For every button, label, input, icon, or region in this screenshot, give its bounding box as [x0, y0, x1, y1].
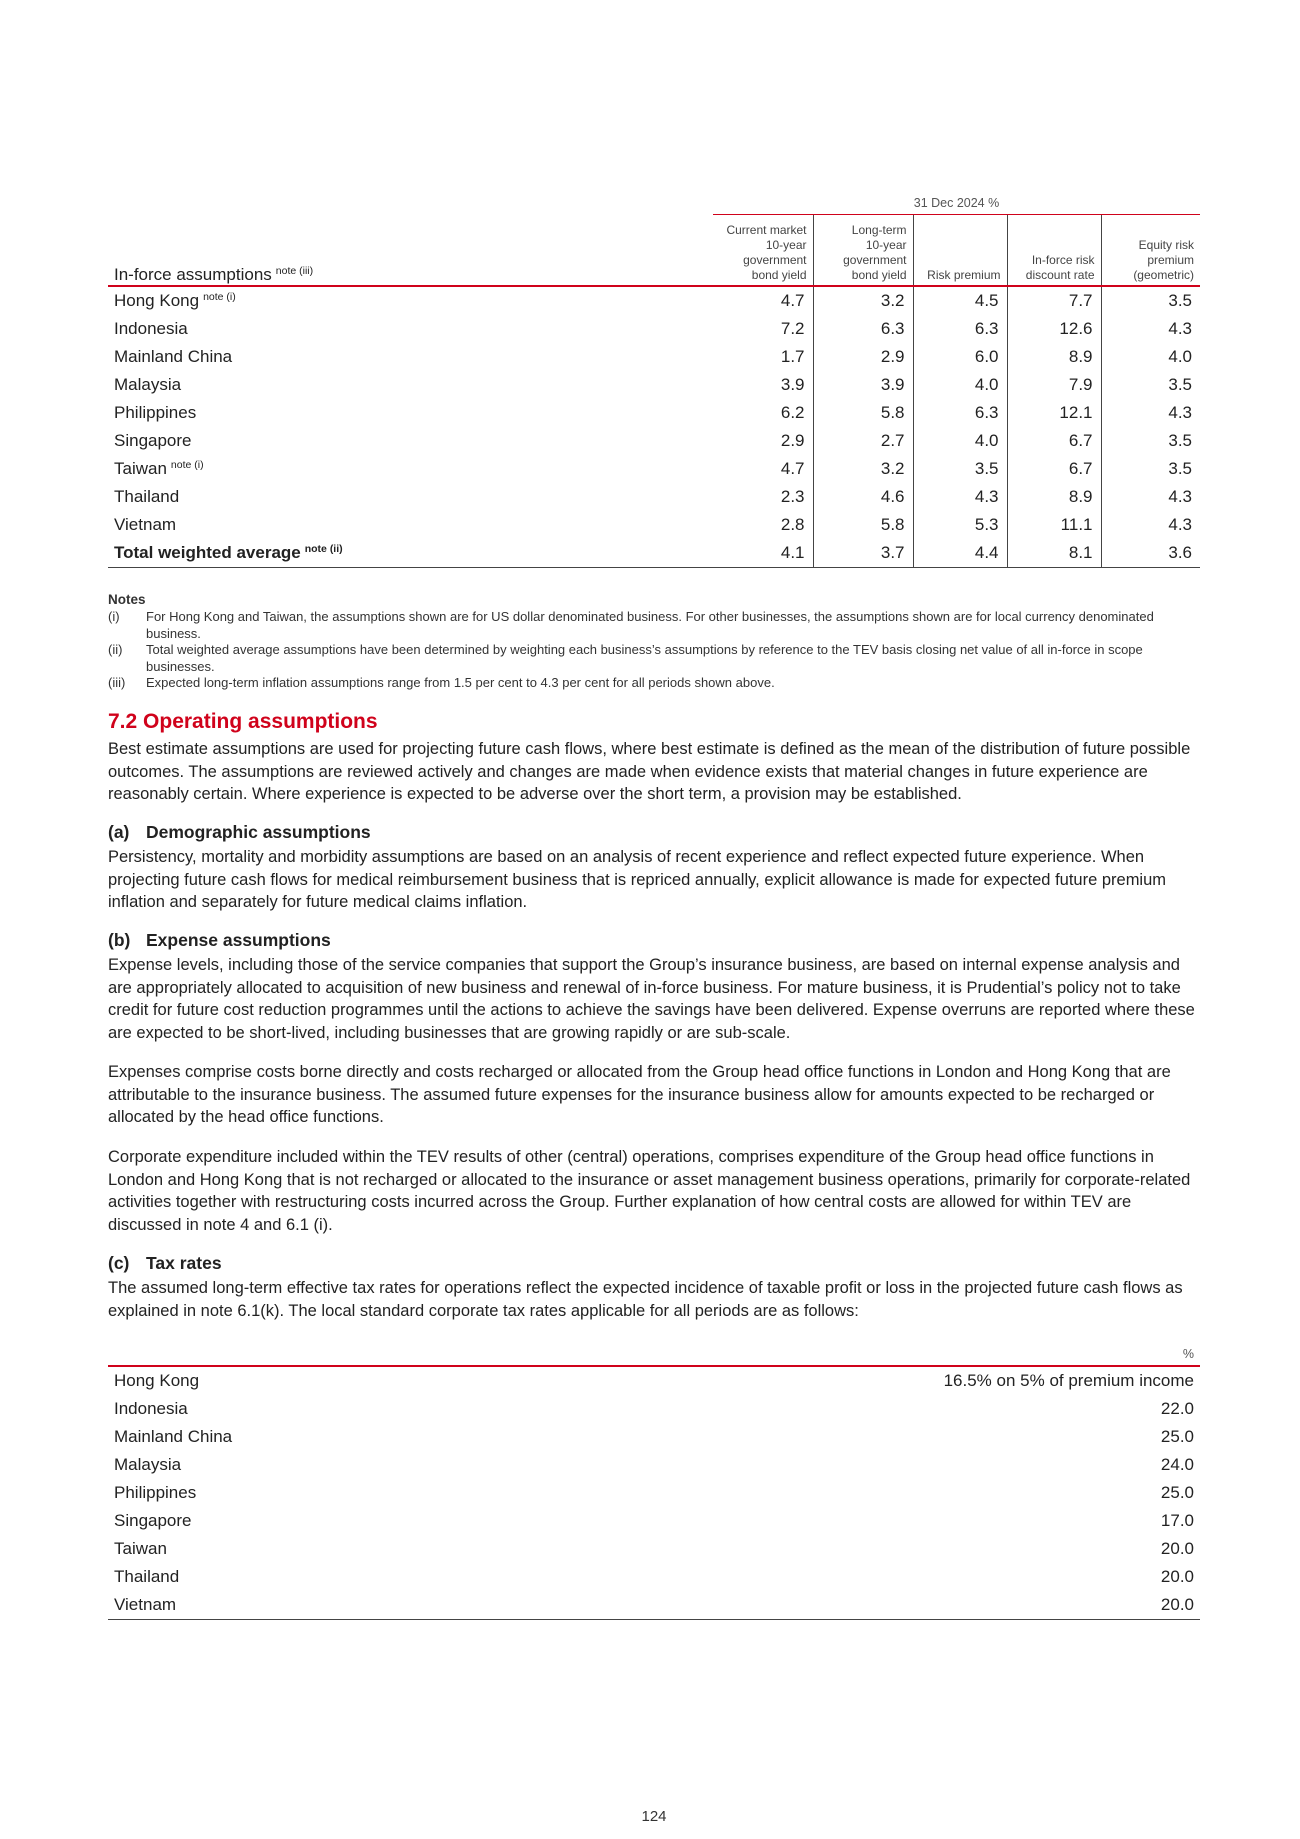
- table-cell: 20.0: [1160, 1567, 1194, 1586]
- note-item: [108, 642, 1200, 675]
- row-label: Philippines: [114, 1483, 197, 1502]
- table-cell: 12.1: [1007, 399, 1101, 427]
- row-label: Indonesia: [114, 1399, 188, 1418]
- table-row: [108, 1507, 1200, 1535]
- table-cell: 25.0: [1160, 1427, 1194, 1446]
- table-cell: 2.3: [780, 487, 805, 506]
- table-cell: 4.3: [1168, 403, 1192, 422]
- table-cell: 24.0: [1160, 1455, 1194, 1474]
- unit-label: %: [470, 1347, 1200, 1366]
- table-row: [108, 455, 1200, 483]
- footnote-ref: note (iii): [275, 265, 314, 277]
- section-intro: Best estimate assumptions are used for projecting future cash flows, where best estimate is defined as the mean of the distribution of future possible outcomes. The assumptions are reviewed actively and changes are made when evidence exists that material changes in future experience are reasonably certain. Where experience is expected to be adverse over the short term, a provision may be established.: [108, 740, 1191, 803]
- table-row: [108, 399, 1200, 427]
- table-row: [108, 1591, 1200, 1620]
- column-header: [913, 215, 1007, 287]
- table-cell: 4.3: [974, 487, 999, 506]
- expense-para-3: Corporate expenditure included within the TEV results of other (central) operations, comprises expenditure of the Group head office functions in London and Hong Kong that is not recharged or allocated to the insurance or asset management business operations, primarily for corporate-related activities together with restructuring costs incurred across the Group. Further explanation of how central costs are allowed for within TEV are discussed in note 4 and 6.1 (i).: [108, 1148, 1191, 1234]
- table-cell: 4.7: [780, 459, 805, 478]
- table-cell: 5.8: [813, 511, 913, 539]
- table-cell: 8.9: [1007, 343, 1101, 371]
- column-header-text: (geometric): [1133, 268, 1194, 282]
- table-cell: 3.5: [1168, 375, 1192, 394]
- column-header-text: 10-year: [765, 238, 807, 252]
- table-cell: 6.7: [1007, 455, 1101, 483]
- table-cell: 3.9: [780, 375, 805, 394]
- column-header-text: 10-year: [865, 238, 907, 252]
- table-cell: 5.3: [974, 515, 999, 534]
- table-cell: 12.6: [1007, 315, 1101, 343]
- table-cell: 4.7: [780, 291, 805, 310]
- table-cell: 4.3: [1168, 487, 1192, 506]
- row-label: Taiwan $^{note (i)}$: [114, 459, 204, 478]
- table-cell: 25.0: [1160, 1483, 1194, 1502]
- table-cell: 8.1: [1007, 539, 1101, 568]
- footnote-ref: note (i): [203, 291, 236, 303]
- table-cell: 7.7: [1007, 286, 1101, 315]
- column-header: [813, 215, 913, 287]
- column-header-text: government: [743, 253, 807, 267]
- table-row: [108, 427, 1200, 455]
- table-cell: 6.3: [813, 315, 913, 343]
- table-cell: 4.0: [974, 431, 999, 450]
- row-label: Taiwan: [114, 1539, 167, 1558]
- column-header-text: Equity risk: [1138, 238, 1194, 252]
- row-label: Thailand: [114, 487, 180, 506]
- column-header: [713, 215, 813, 287]
- notes-list: [108, 609, 1200, 692]
- row-label: Mainland China: [114, 347, 233, 366]
- table-cell: 3.7: [813, 539, 913, 568]
- table-cell: 2.9: [780, 431, 805, 450]
- table-cell: 3.5: [1168, 431, 1192, 450]
- table-cell: 11.1: [1007, 511, 1101, 539]
- table-cell: 4.3: [1168, 515, 1192, 534]
- table-cell: 20.0: [1160, 1539, 1194, 1558]
- row-label: Thailand: [114, 1567, 180, 1586]
- table-row: [108, 1535, 1200, 1563]
- row-label: Singapore: [114, 431, 192, 450]
- table-cell: 2.7: [813, 427, 913, 455]
- table-cell: 2.8: [780, 515, 805, 534]
- table-cell: 4.6: [813, 483, 913, 511]
- table-row: [108, 483, 1200, 511]
- table-cell: 6.7: [1007, 427, 1101, 455]
- column-header-text: bond yield: [751, 268, 807, 282]
- table-row: [108, 315, 1200, 343]
- table-cell: 17.0: [1160, 1511, 1194, 1530]
- note-text: Total weighted average assumptions have been determined by weighting each business’s assumptions by reference to the TEV basis closing net value of all in-force in scope businesses.: [146, 642, 1143, 674]
- row-header: In-force assumptions $^{note (iii)}$: [108, 215, 713, 287]
- table-cell: 3.9: [813, 371, 913, 399]
- table-cell: 3.5: [1168, 459, 1192, 478]
- table-cell: 6.0: [974, 347, 999, 366]
- column-header-text: premium: [1147, 253, 1194, 267]
- table-row: [108, 1563, 1200, 1591]
- row-label: Indonesia: [114, 319, 188, 338]
- tax-heading: (c) Tax rates: [108, 1253, 222, 1273]
- note-text: For Hong Kong and Taiwan, the assumptions shown are for US dollar denominated business. For other businesses, the assumptions shown are for local currency denominated business.: [146, 609, 1154, 641]
- note-item: [108, 675, 1200, 692]
- table-cell: 6.3: [974, 319, 999, 338]
- table-cell: 4.0: [1168, 347, 1192, 366]
- column-header-row: [108, 215, 1200, 287]
- column-header-text: Risk premium: [927, 268, 1001, 282]
- column-header: [1007, 215, 1101, 287]
- row-label: Vietnam: [108, 1591, 470, 1620]
- table-row: [108, 343, 1200, 371]
- inforce-table-body: [108, 286, 1200, 568]
- row-label: Mainland China: [114, 1427, 233, 1446]
- table-row: [108, 1479, 1200, 1507]
- table-row: [108, 286, 1200, 315]
- expense-heading: (b) Expense assumptions: [108, 930, 331, 950]
- table-cell: 22.0: [1160, 1399, 1194, 1418]
- table-cell: 3.2: [813, 455, 913, 483]
- table-row: [108, 1395, 1200, 1423]
- section-title: 7.2 Operating assumptions: [108, 710, 378, 733]
- row-label: Malaysia: [114, 375, 182, 394]
- table-row: [108, 511, 1200, 539]
- tax-rates-table: [108, 1347, 1200, 1620]
- table-cell: 4.0: [974, 375, 999, 394]
- table-cell: 3.5: [1168, 291, 1192, 310]
- table-cell: 4.1: [713, 539, 813, 568]
- column-header-text: discount rate: [1025, 268, 1095, 282]
- table-cell: 6.3: [974, 403, 999, 422]
- table-cell: 20.0: [470, 1591, 1200, 1620]
- table-cell: 1.7: [780, 347, 805, 366]
- expense-para-1: Expense levels, including those of the service companies that support the Group’s insurance business, are based on internal expense analysis and are appropriately allocated to acquisition of new business and renewal of in-force business. For mature business, it is Prudential’s policy not to take credit for future cost reduction programmes until the actions to achieve the savings have been delivered. Expense overruns are reported where these are expected to be short-lived, including businesses that are growing rapidly or are sub-scale.: [108, 956, 1195, 1042]
- table-cell: 4.4: [913, 539, 1007, 568]
- inforce-assumptions-table: [108, 186, 1200, 568]
- table-row: [108, 1366, 1200, 1395]
- period-header-row: [108, 186, 1200, 215]
- note-text: Expected long-term inflation assumptions range from 1.5 per cent to 4.3 per cent for all periods shown above.: [146, 675, 775, 690]
- table-cell: 3.2: [813, 286, 913, 315]
- column-header-text: government: [843, 253, 907, 267]
- table-cell: 2.9: [813, 343, 913, 371]
- column-header-text: Current market: [726, 223, 807, 237]
- column-header-text: bond yield: [851, 268, 907, 282]
- total-row: [108, 539, 1200, 568]
- row-label: Hong Kong: [114, 1371, 200, 1390]
- footnote-ref: note (ii): [304, 543, 343, 555]
- table-cell: 3.5: [974, 459, 999, 478]
- note-number: (ii): [108, 642, 123, 657]
- demographic-text: Persistency, mortality and morbidity assumptions are based on an analysis of recent experience and reflect expected future experience. When projecting future cash flows for medical reimbursement business that is repriced annually, explicit allowance is made for expected future premium inflation and separately for future medical claims inflation.: [108, 848, 1167, 911]
- tax-text: The assumed long-term effective tax rates for operations reflect the expected incidence of taxable profit or loss in the projected future cash flows as explained in note 6.1(k). The local standard corporate tax rates applicable for all periods are as follows:: [108, 1279, 1183, 1320]
- table-cell: 4.5: [974, 291, 999, 310]
- table-cell: 6.2: [780, 403, 805, 422]
- table-row: [108, 1423, 1200, 1451]
- note-number: (iii): [108, 675, 126, 690]
- page-number: 124: [641, 1808, 667, 1825]
- notes-block: [108, 592, 1200, 692]
- table-row: [108, 371, 1200, 399]
- note-item: [108, 609, 1200, 642]
- note-number: (i): [108, 609, 120, 624]
- expense-para-2: Expenses comprise costs borne directly and costs recharged or allocated from the Group head office functions in London and Hong Kong that are attributable to the insurance business. The assumed future expenses for the insurance business allow for amounts expected to be recharged or allocated by the head office functions.: [108, 1063, 1171, 1126]
- table-cell: 16.5% on 5% of premium income: [943, 1371, 1194, 1390]
- row-label: Hong Kong $^{note (i)}$: [114, 291, 236, 310]
- tax-header-row: [108, 1347, 1200, 1366]
- table-cell: 3.6: [1101, 539, 1200, 568]
- notes-title: Notes: [108, 592, 146, 607]
- table-cell: 7.2: [780, 319, 805, 338]
- row-label: Philippines: [114, 403, 197, 422]
- column-header-text: In-force risk: [1031, 253, 1095, 267]
- table-row: [108, 1451, 1200, 1479]
- tax-table-body: [108, 1366, 1200, 1620]
- table-cell: 5.8: [813, 399, 913, 427]
- column-header: [1101, 215, 1200, 287]
- demographic-heading: (a) Demographic assumptions: [108, 822, 371, 842]
- row-label: Vietnam: [114, 515, 177, 534]
- column-header-text: Long-term: [851, 223, 907, 237]
- period-label: 31 Dec 2024 %: [713, 186, 1200, 215]
- row-label: Singapore: [114, 1511, 192, 1530]
- footnote-ref: note (i): [170, 459, 204, 471]
- row-label: Malaysia: [114, 1455, 182, 1474]
- row-label: Total weighted average $^{note (ii)}$: [108, 539, 713, 568]
- table-cell: 7.9: [1007, 371, 1101, 399]
- table-cell: 4.3: [1168, 319, 1192, 338]
- table-cell: 8.9: [1007, 483, 1101, 511]
